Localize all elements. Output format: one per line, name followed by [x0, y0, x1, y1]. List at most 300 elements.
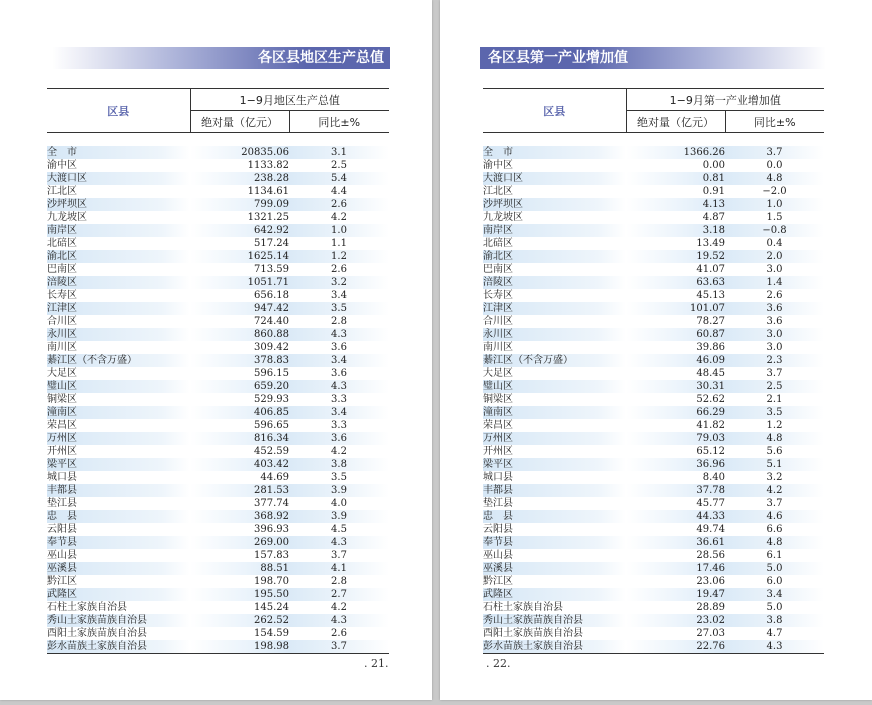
primary-industry-table — [483, 88, 824, 654]
table-row — [47, 627, 389, 640]
header-region: 区县 — [47, 89, 190, 133]
yoy-percent: 2.3 — [725, 354, 824, 367]
absolute-value: 3.18 — [626, 224, 725, 237]
region-name: 垫江县 — [483, 498, 513, 509]
region-name: 石柱土家族自治县 — [483, 602, 563, 613]
table-row — [483, 315, 824, 328]
table-row — [47, 159, 389, 172]
absolute-value: 30.31 — [626, 380, 725, 393]
yoy-percent: 5.1 — [725, 458, 824, 471]
yoy-percent: 4.8 — [725, 172, 824, 185]
table-row — [483, 211, 824, 224]
absolute-value: 19.47 — [626, 588, 725, 601]
region-name: 长寿区 — [47, 290, 77, 301]
absolute-value: 4.13 — [626, 198, 725, 211]
region-name: 綦江区（不含万盛） — [483, 354, 626, 367]
yoy-percent: 3.6 — [331, 342, 347, 353]
absolute-value: 1366.26 — [626, 146, 725, 159]
left-page-title: 各区县地区生产总值 — [52, 47, 390, 69]
absolute-value: 27.03 — [696, 628, 725, 639]
yoy-percent: 3.6 — [331, 368, 347, 379]
table-row — [47, 575, 389, 588]
absolute-value: 198.70 — [254, 576, 289, 587]
absolute-value: 947.42 — [190, 302, 289, 315]
absolute-value: 41.07 — [696, 264, 725, 275]
table-row — [483, 146, 824, 159]
yoy-percent: 4.2 — [331, 602, 347, 613]
region-name: 九龙坡区 — [47, 212, 87, 223]
table-row — [47, 406, 389, 419]
region-name: 云阳县 — [47, 524, 77, 535]
table-row — [483, 406, 824, 419]
yoy-percent: 3.4 — [725, 588, 824, 601]
region-name: 梁平区 — [483, 458, 626, 471]
absolute-value: 529.93 — [254, 394, 289, 405]
table-row — [483, 575, 824, 588]
absolute-value: 145.24 — [254, 602, 289, 613]
table-row — [47, 289, 389, 302]
table-row — [47, 471, 389, 484]
table-row — [483, 341, 824, 354]
yoy-percent: 3.7 — [289, 640, 389, 654]
yoy-percent: 1.0 — [289, 224, 389, 237]
region-name: 丰都县 — [483, 484, 626, 497]
region-name: 大足区 — [47, 368, 77, 379]
table-row — [47, 367, 389, 380]
table-row — [47, 354, 389, 367]
yoy-percent: 4.3 — [289, 536, 389, 549]
yoy-percent: 4.0 — [331, 498, 347, 509]
region-name: 渝北区 — [483, 250, 626, 263]
table-row — [483, 354, 824, 367]
table-row — [47, 224, 389, 237]
yoy-percent: −2.0 — [762, 186, 787, 197]
yoy-percent: 1.5 — [766, 212, 783, 223]
table-row — [47, 484, 389, 497]
absolute-value: 1321.25 — [247, 212, 289, 223]
yoy-percent: −0.8 — [725, 224, 824, 237]
absolute-value: 46.09 — [626, 354, 725, 367]
region-name: 綦江区（不含万盛） — [47, 354, 190, 367]
table-row — [483, 263, 824, 276]
yoy-percent: 2.8 — [331, 316, 347, 327]
absolute-value: 799.09 — [190, 198, 289, 211]
region-name: 秀山土家族苗族自治县 — [47, 614, 190, 627]
table-row — [483, 172, 824, 185]
table-row — [47, 523, 389, 536]
absolute-value: 79.03 — [626, 432, 725, 445]
region-name: 秀山土家族苗族自治县 — [483, 614, 626, 627]
region-name: 云阳县 — [483, 524, 513, 535]
region-name: 梁平区 — [47, 458, 190, 471]
region-name: 巫溪县 — [483, 562, 626, 575]
table-row — [483, 471, 824, 484]
yoy-percent: 6.1 — [766, 550, 783, 561]
absolute-value: 37.78 — [626, 484, 725, 497]
yoy-percent: 3.9 — [289, 510, 389, 523]
region-name: 彭水苗族土家族自治县 — [47, 640, 190, 654]
region-name: 沙坪坝区 — [47, 198, 190, 211]
yoy-percent: 4.4 — [331, 186, 347, 197]
yoy-percent: 2.5 — [331, 160, 347, 171]
region-name: 全 市 — [47, 146, 190, 159]
region-name: 璧山区 — [483, 380, 626, 393]
absolute-value: 198.98 — [190, 640, 289, 654]
yoy-percent: 4.6 — [725, 510, 824, 523]
table-row — [47, 445, 389, 458]
absolute-value: 1051.71 — [190, 276, 289, 289]
table-row — [483, 627, 824, 640]
absolute-value: 1133.82 — [247, 160, 289, 171]
region-name: 永川区 — [47, 328, 190, 341]
table-row — [483, 419, 824, 432]
yoy-percent: 6.0 — [766, 576, 783, 587]
yoy-percent: 3.7 — [766, 498, 783, 509]
region-name: 酉阳土家族苗族自治县 — [47, 628, 147, 639]
region-name: 酉阳土家族苗族自治县 — [483, 628, 583, 639]
table-row — [47, 393, 389, 406]
yoy-percent: 2.5 — [725, 380, 824, 393]
region-name: 沙坪坝区 — [483, 198, 626, 211]
table-row — [47, 263, 389, 276]
yoy-percent: 3.6 — [289, 432, 389, 445]
table-row — [47, 588, 389, 601]
yoy-percent: 1.4 — [725, 276, 824, 289]
region-name: 南岸区 — [483, 224, 626, 237]
yoy-percent: 3.4 — [331, 290, 347, 301]
absolute-value: 8.40 — [702, 472, 725, 483]
table-row — [47, 536, 389, 549]
yoy-percent: 3.2 — [289, 276, 389, 289]
table-row — [483, 549, 824, 562]
region-name: 巫山县 — [47, 550, 77, 561]
yoy-percent: 2.6 — [331, 264, 347, 275]
absolute-value: 101.07 — [626, 302, 725, 315]
table-row — [483, 588, 824, 601]
yoy-percent: 1.2 — [289, 250, 389, 263]
region-name: 开州区 — [47, 446, 77, 457]
table-row — [47, 458, 389, 471]
table-row — [483, 276, 824, 289]
yoy-percent: 5.0 — [766, 602, 783, 613]
table-row — [483, 289, 824, 302]
yoy-percent: 3.4 — [289, 406, 389, 419]
region-name: 黔江区 — [47, 576, 77, 587]
absolute-value: 63.63 — [626, 276, 725, 289]
yoy-percent: 2.0 — [725, 250, 824, 263]
yoy-percent: 3.5 — [331, 472, 347, 483]
absolute-value: 157.83 — [254, 550, 289, 561]
yoy-percent: 3.5 — [725, 406, 824, 419]
absolute-value: 45.13 — [696, 290, 725, 301]
region-name: 武隆区 — [47, 588, 190, 601]
table-row — [483, 510, 824, 523]
absolute-value: 195.50 — [190, 588, 289, 601]
region-name: 永川区 — [483, 328, 626, 341]
region-name: 北碚区 — [47, 238, 77, 249]
region-name: 巫溪县 — [47, 562, 190, 575]
yoy-percent: 4.1 — [289, 562, 389, 575]
absolute-value: 154.59 — [254, 628, 289, 639]
table-row — [483, 302, 824, 315]
absolute-value: 452.59 — [254, 446, 289, 457]
header-abs: 绝对量（亿元） — [626, 111, 725, 133]
region-name: 荣昌区 — [47, 420, 77, 431]
region-name: 万州区 — [47, 432, 190, 445]
table-row — [483, 601, 824, 614]
region-name: 渝中区 — [47, 160, 77, 171]
table-row — [47, 640, 389, 654]
yoy-percent: 4.2 — [331, 446, 347, 457]
left-page — [0, 0, 432, 700]
absolute-value: 19.52 — [626, 250, 725, 263]
yoy-percent: 4.7 — [766, 628, 783, 639]
absolute-value: 0.81 — [626, 172, 725, 185]
table-row — [47, 185, 389, 198]
absolute-value: 39.86 — [696, 342, 725, 353]
yoy-percent: 2.7 — [289, 588, 389, 601]
table-row — [483, 432, 824, 445]
region-name: 大渡口区 — [47, 172, 190, 185]
absolute-value: 517.24 — [254, 238, 289, 249]
absolute-value: 1134.61 — [247, 186, 289, 197]
region-name: 长寿区 — [483, 290, 513, 301]
absolute-value: 44.69 — [260, 472, 289, 483]
absolute-value: 596.65 — [254, 420, 289, 431]
yoy-percent: 3.0 — [766, 264, 783, 275]
table-row — [483, 614, 824, 627]
yoy-percent: 3.8 — [725, 614, 824, 627]
region-name: 城口县 — [47, 472, 77, 483]
region-name: 渝中区 — [483, 160, 513, 171]
absolute-value: 724.40 — [254, 316, 289, 327]
yoy-percent: 3.0 — [725, 328, 824, 341]
absolute-value: 642.92 — [190, 224, 289, 237]
region-name: 江津区 — [47, 302, 190, 315]
absolute-value: 309.42 — [254, 342, 289, 353]
yoy-percent: 2.8 — [331, 576, 347, 587]
absolute-value: 60.87 — [626, 328, 725, 341]
region-name: 黔江区 — [483, 576, 513, 587]
region-name: 城口县 — [483, 472, 513, 483]
region-name: 巴南区 — [47, 264, 77, 275]
yoy-percent: 3.2 — [766, 472, 783, 483]
absolute-value: 44.33 — [626, 510, 725, 523]
yoy-percent: 3.7 — [331, 550, 347, 561]
yoy-percent: 4.3 — [725, 640, 824, 654]
region-name: 南岸区 — [47, 224, 190, 237]
table-row — [47, 302, 389, 315]
absolute-value: 17.46 — [626, 562, 725, 575]
absolute-value: 659.20 — [190, 380, 289, 393]
header-group: 1−9月第一产业增加值 — [626, 89, 824, 111]
absolute-value: 238.28 — [190, 172, 289, 185]
right-page — [440, 0, 872, 700]
table-row — [47, 276, 389, 289]
yoy-percent: 2.6 — [766, 290, 783, 301]
yoy-percent: 5.6 — [766, 446, 783, 457]
region-name: 大渡口区 — [483, 172, 626, 185]
table-row — [47, 341, 389, 354]
table-row — [47, 432, 389, 445]
table-row — [483, 185, 824, 198]
table-row — [483, 159, 824, 172]
absolute-value: 1625.14 — [190, 250, 289, 263]
region-name: 南川区 — [47, 342, 77, 353]
right-page-title: 各区县第一产业增加值 — [480, 47, 826, 69]
yoy-percent: 3.4 — [289, 354, 389, 367]
absolute-value: 23.02 — [626, 614, 725, 627]
table-row — [47, 380, 389, 393]
yoy-percent: 3.6 — [725, 302, 824, 315]
yoy-percent: 1.2 — [766, 420, 783, 431]
absolute-value: 48.45 — [696, 368, 725, 379]
yoy-percent: 2.1 — [766, 394, 783, 405]
region-name: 荣昌区 — [483, 420, 513, 431]
primary-industry-table-body — [483, 133, 824, 654]
table-row — [47, 250, 389, 263]
yoy-percent: 2.6 — [289, 198, 389, 211]
yoy-percent: 4.8 — [725, 536, 824, 549]
region-name: 璧山区 — [47, 380, 190, 393]
table-row — [47, 172, 389, 185]
absolute-value: 406.85 — [190, 406, 289, 419]
absolute-value: 66.29 — [626, 406, 725, 419]
absolute-value: 377.74 — [254, 498, 289, 509]
region-name: 石柱土家族自治县 — [47, 602, 127, 613]
table-row — [47, 237, 389, 250]
table-row — [483, 497, 824, 510]
yoy-percent: 0.4 — [766, 238, 783, 249]
absolute-value: 4.87 — [702, 212, 725, 223]
region-name: 彭水苗族土家族自治县 — [483, 640, 626, 654]
absolute-value: 713.59 — [254, 264, 289, 275]
table-row — [47, 198, 389, 211]
table-row — [47, 146, 389, 159]
region-name: 江北区 — [47, 186, 77, 197]
absolute-value: 368.92 — [190, 510, 289, 523]
header-region: 区县 — [483, 89, 626, 133]
absolute-value: 78.27 — [696, 316, 725, 327]
table-row — [483, 484, 824, 497]
absolute-value: 23.06 — [696, 576, 725, 587]
table-row — [47, 510, 389, 523]
yoy-percent: 3.3 — [331, 394, 347, 405]
table-row — [483, 458, 824, 471]
yoy-percent: 6.6 — [766, 524, 783, 535]
header-pct: 同比±% — [725, 111, 824, 133]
region-name: 合川区 — [47, 316, 77, 327]
yoy-percent: 3.9 — [289, 484, 389, 497]
table-row — [483, 367, 824, 380]
absolute-value: 378.83 — [190, 354, 289, 367]
region-name: 江北区 — [483, 186, 513, 197]
yoy-percent: 2.6 — [331, 628, 347, 639]
yoy-percent: 4.3 — [289, 614, 389, 627]
region-name: 万州区 — [483, 432, 626, 445]
table-row — [483, 536, 824, 549]
header-pct: 同比±% — [289, 111, 389, 133]
table-row — [47, 419, 389, 432]
yoy-percent: 5.4 — [289, 172, 389, 185]
table-row — [47, 549, 389, 562]
absolute-value: 281.53 — [190, 484, 289, 497]
region-name: 开州区 — [483, 446, 513, 457]
absolute-value: 0.91 — [702, 186, 725, 197]
table-row — [483, 562, 824, 575]
region-name: 潼南区 — [483, 406, 626, 419]
absolute-value: 52.62 — [696, 394, 725, 405]
absolute-value: 88.51 — [190, 562, 289, 575]
table-row — [483, 640, 824, 654]
region-name: 全 市 — [483, 146, 626, 159]
absolute-value: 816.34 — [190, 432, 289, 445]
table-row — [47, 211, 389, 224]
yoy-percent: 3.0 — [766, 342, 783, 353]
yoy-percent: 4.3 — [289, 380, 389, 393]
absolute-value: 269.00 — [190, 536, 289, 549]
table-row — [47, 614, 389, 627]
absolute-value: 36.96 — [626, 458, 725, 471]
absolute-value: 403.42 — [190, 458, 289, 471]
absolute-value: 0.00 — [702, 160, 725, 171]
absolute-value: 20835.06 — [190, 146, 289, 159]
absolute-value: 860.88 — [190, 328, 289, 341]
region-name: 丰都县 — [47, 484, 190, 497]
region-name: 江津区 — [483, 302, 626, 315]
page-number: . 22. — [486, 657, 511, 670]
yoy-percent: 0.0 — [766, 160, 783, 171]
region-name: 渝北区 — [47, 250, 190, 263]
region-name: 铜梁区 — [483, 394, 513, 405]
region-name: 合川区 — [483, 316, 513, 327]
region-name: 铜梁区 — [47, 394, 77, 405]
table-row — [483, 198, 824, 211]
table-row — [483, 380, 824, 393]
absolute-value: 28.89 — [696, 602, 725, 613]
region-name: 忠 县 — [483, 510, 626, 523]
yoy-percent: 4.2 — [331, 212, 347, 223]
absolute-value: 28.56 — [696, 550, 725, 561]
yoy-percent: 3.3 — [331, 420, 347, 431]
absolute-value: 262.52 — [190, 614, 289, 627]
yoy-percent: 4.2 — [725, 484, 824, 497]
table-row — [47, 562, 389, 575]
region-name: 大足区 — [483, 368, 513, 379]
absolute-value: 36.61 — [626, 536, 725, 549]
absolute-value: 396.93 — [254, 524, 289, 535]
header-group: 1−9月地区生产总值 — [190, 89, 389, 111]
gdp-table — [47, 88, 389, 654]
yoy-percent: 4.8 — [725, 432, 824, 445]
absolute-value: 65.12 — [696, 446, 725, 457]
table-row — [483, 250, 824, 263]
region-name: 涪陵区 — [47, 276, 190, 289]
yoy-percent: 4.3 — [289, 328, 389, 341]
table-row — [47, 315, 389, 328]
region-name: 垫江县 — [47, 498, 77, 509]
region-name: 奉节县 — [483, 536, 626, 549]
absolute-value: 13.49 — [696, 238, 725, 249]
page-number: . 21. — [364, 657, 389, 670]
yoy-percent: 3.7 — [766, 368, 783, 379]
yoy-percent: 4.5 — [331, 524, 347, 535]
table-row — [483, 328, 824, 341]
yoy-percent: 1.1 — [331, 238, 347, 249]
region-name: 北碚区 — [483, 238, 513, 249]
yoy-percent: 3.5 — [289, 302, 389, 315]
absolute-value: 22.76 — [626, 640, 725, 654]
